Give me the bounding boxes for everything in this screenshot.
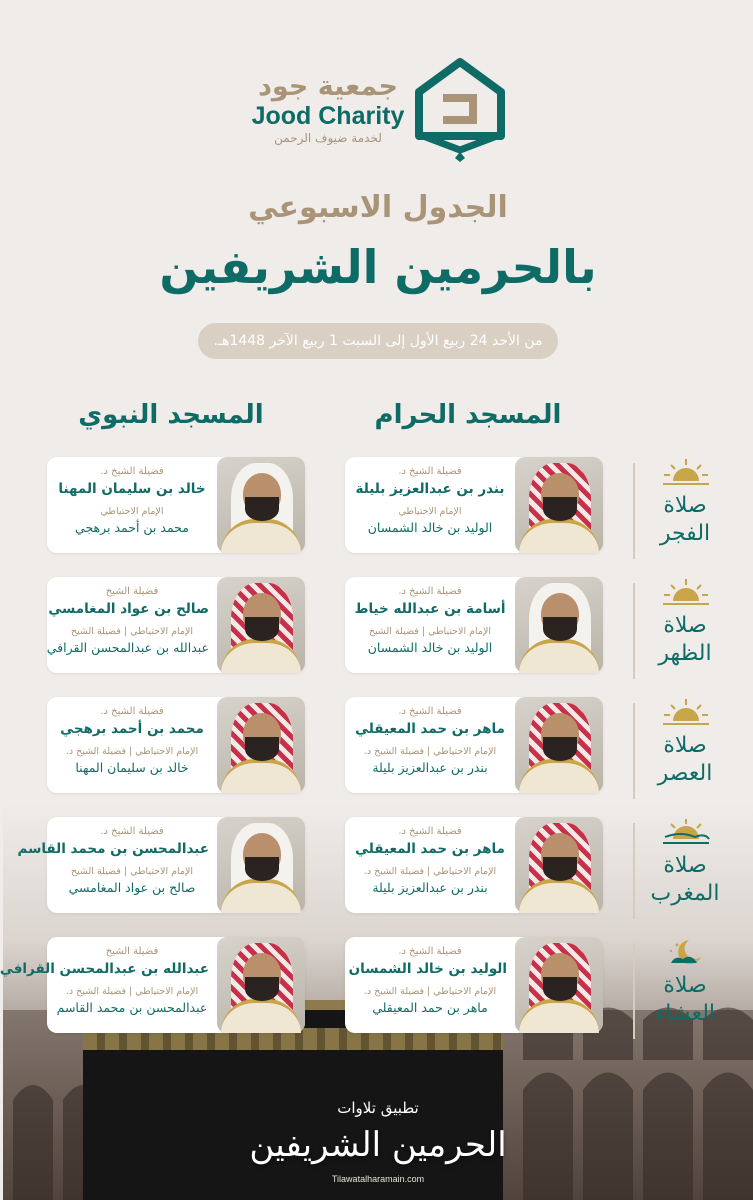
imam-photo — [515, 697, 603, 793]
reserve-imam-label: الإمام الاحتياطي | فضيلة الشيخ د. — [65, 986, 199, 997]
imam-honorific: فضيلة الشيخ د. — [398, 466, 462, 477]
imam-photo — [515, 937, 603, 1033]
logo-arabic-name: جمعية جود — [258, 71, 398, 102]
imam-card-haram[interactable] — [345, 697, 603, 793]
imam-honorific: فضيلة الشيخ د. — [100, 466, 164, 477]
imam-photo — [217, 697, 305, 793]
footer-website-link[interactable]: Tilawatalharamain.com — [331, 1174, 425, 1184]
prayer-label — [631, 937, 739, 1047]
date-range-badge: من الأحد 24 ربيع الأول إلى السبت 1 ربيع الآخر 1448هـ. — [198, 323, 558, 359]
sunset-icon — [661, 817, 711, 847]
prayer-word: صلاة — [663, 613, 707, 638]
imam-name: ماهر بن حمد المعيقلي — [355, 721, 505, 737]
moon-icon — [661, 937, 711, 967]
prayer-row — [3, 457, 753, 557]
prayer-row — [3, 577, 753, 677]
imam-name: عبدالله بن عبدالمحسن القرافي — [0, 961, 209, 977]
reserve-imam-label: الإمام الاحتياطي | فضيلة الشيخ — [70, 626, 194, 637]
prayer-row — [3, 697, 753, 797]
imam-photo — [217, 937, 305, 1033]
reserve-imam-label: الإمام الاحتياطي | فضيلة الشيخ — [70, 866, 194, 877]
reserve-imam-label: الإمام الاحتياطي — [100, 506, 164, 517]
imam-card-nabawi[interactable] — [47, 577, 305, 673]
footer-app-promo[interactable] — [233, 1098, 523, 1186]
reserve-imam-name: محمد بن أحمد برهجي — [75, 520, 189, 535]
imam-card-haram[interactable] — [345, 817, 603, 913]
reserve-imam-label: الإمام الاحتياطي | فضيلة الشيخ د. — [65, 746, 199, 757]
imam-card-nabawi[interactable] — [17, 817, 305, 913]
imam-photo — [515, 577, 603, 673]
reserve-imam-label: الإمام الاحتياطي | فضيلة الشيخ د. — [363, 866, 497, 877]
schedule-title: بالحرمين الشريفين — [159, 240, 597, 294]
prayer-label — [631, 457, 739, 567]
imam-card-nabawi[interactable] — [47, 697, 305, 793]
imam-card-nabawi[interactable] — [0, 937, 305, 1033]
prayer-label — [631, 697, 739, 807]
imam-photo — [217, 817, 305, 913]
reserve-imam-label: الإمام الاحتياطي | فضيلة الشيخ د. — [363, 746, 497, 757]
prayer-word: صلاة — [663, 733, 707, 758]
reserve-imam-name: الوليد بن خالد الشمسان — [367, 640, 493, 655]
imam-card-haram[interactable] — [345, 577, 603, 673]
footer-brand-calligraphy: الحرمين الشريفين — [249, 1125, 507, 1165]
footer-app-label: تطبيق تلاوات — [337, 1099, 419, 1117]
reserve-imam-name: عبدالله بن عبدالمحسن القرافي — [46, 640, 209, 655]
imam-name: الوليد بن خالد الشمسان — [348, 961, 507, 977]
imam-card-haram[interactable] — [345, 457, 603, 553]
reserve-imam-name: خالد بن سليمان المهنا — [75, 760, 189, 775]
imam-name: محمد بن أحمد برهجي — [60, 721, 204, 737]
sunrise-icon — [661, 457, 711, 487]
imam-honorific: فضيلة الشيخ د. — [100, 826, 164, 837]
prayer-word: صلاة — [663, 853, 707, 878]
imam-name: صالح بن عواد المغامسي — [48, 601, 209, 617]
imam-card-haram[interactable] — [345, 937, 603, 1033]
prayer-label — [631, 817, 739, 927]
jood-logo-icon — [415, 58, 505, 162]
imam-honorific: فضيلة الشيخ د. — [100, 706, 164, 717]
logo-tagline: لخدمة ضيوف الرحمن — [274, 131, 382, 145]
imam-photo — [217, 457, 305, 553]
reserve-imam-name: صالح بن عواد المغامسي — [68, 880, 196, 895]
logo — [3, 52, 753, 162]
imam-photo — [217, 577, 305, 673]
schedule-subtitle: الجدول الاسبوعي — [248, 190, 508, 225]
sun-icon — [661, 577, 711, 607]
imam-card-nabawi[interactable] — [47, 457, 305, 553]
imam-name: ماهر بن حمد المعيقلي — [355, 841, 505, 857]
reserve-imam-label: الإمام الاحتياطي | فضيلة الشيخ — [368, 626, 492, 637]
prayer-row — [0, 937, 753, 1037]
prayer-row — [3, 817, 753, 917]
imam-honorific: فضيلة الشيخ د. — [398, 706, 462, 717]
prayer-name: المغرب — [650, 881, 720, 906]
prayer-word: صلاة — [663, 493, 707, 518]
prayer-label — [631, 577, 739, 687]
imam-name: عبدالمحسن بن محمد القاسم — [17, 841, 209, 857]
prayer-name: العصر — [657, 761, 713, 786]
logo-english-name: Jood Charity — [251, 102, 405, 130]
imam-honorific: فضيلة الشيخ د. — [398, 586, 462, 597]
reserve-imam-label: الإمام الاحتياطي | فضيلة الشيخ د. — [363, 986, 497, 997]
imam-name: أسامة بن عبدالله خياط — [354, 601, 506, 617]
column-header-haram: المسجد الحرام — [374, 400, 562, 430]
imam-honorific: فضيلة الشيخ — [105, 586, 159, 597]
prayer-name: الفجر — [659, 521, 711, 546]
imam-name: بندر بن عبدالعزيز بليلة — [355, 481, 505, 497]
imam-honorific: فضيلة الشيخ د. — [398, 826, 462, 837]
imam-photo — [515, 457, 603, 553]
column-header-nabawi: المسجد النبوي — [78, 400, 264, 430]
reserve-imam-name: ماهر بن حمد المعيقلي — [372, 1000, 488, 1015]
imam-honorific: فضيلة الشيخ د. — [398, 946, 462, 957]
reserve-imam-label: الإمام الاحتياطي — [398, 506, 462, 517]
sun-icon — [661, 697, 711, 727]
reserve-imam-name: الوليد بن خالد الشمسان — [367, 520, 493, 535]
prayer-name: العشاء — [654, 1001, 716, 1026]
reserve-imam-name: بندر بن عبدالعزيز بليلة — [372, 880, 488, 895]
prayer-word: صلاة — [663, 973, 707, 998]
reserve-imam-name: عبدالمحسن بن محمد القاسم — [56, 1000, 208, 1015]
imam-honorific: فضيلة الشيخ — [105, 946, 159, 957]
prayer-name: الظهر — [658, 641, 712, 666]
imam-name: خالد بن سليمان المهنا — [58, 481, 206, 497]
reserve-imam-name: بندر بن عبدالعزيز بليلة — [372, 760, 488, 775]
imam-photo — [515, 817, 603, 913]
